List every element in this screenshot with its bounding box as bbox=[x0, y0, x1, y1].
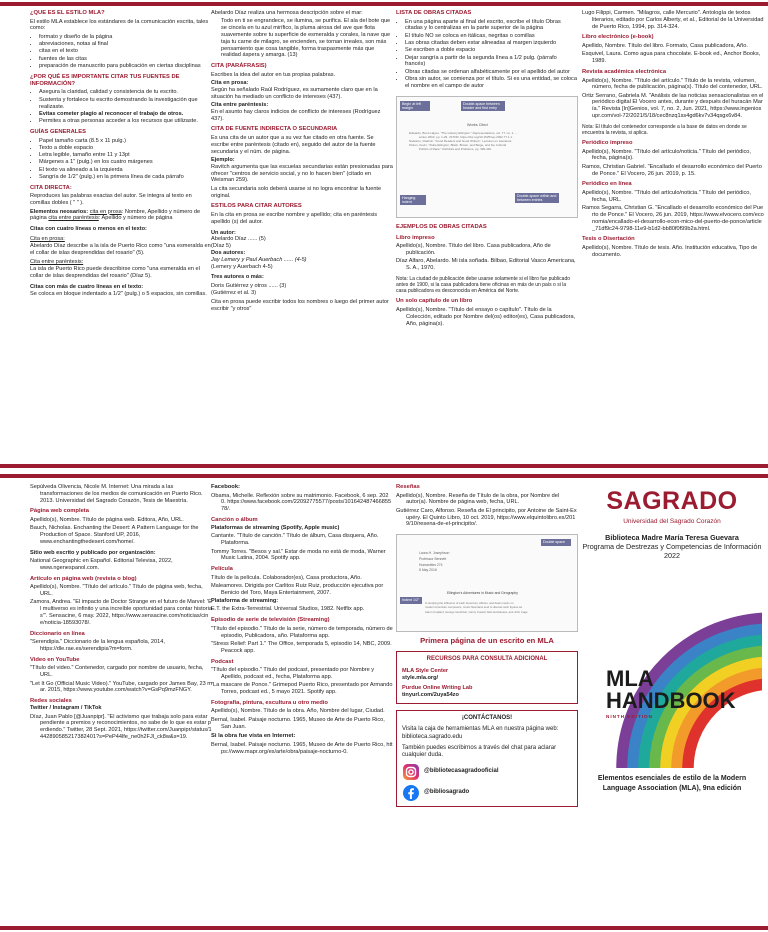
heading-cita-directa: CITA DIRECTA: bbox=[30, 184, 72, 191]
citation-entry: Maleamores. Dirigida por Carlitos Ruiz Ruiz, producción ejecutiva por Benicio del Toro, Maya Entertainment, 2007. bbox=[211, 583, 384, 596]
elementos-necesarios: Elementos neosarios: cita en prosa: Nombre, Apellido y número de página cita entre paréntesis: Apellido y número de página bbox=[30, 208, 201, 222]
figure-callout: Double-space between header and first entry bbox=[461, 101, 505, 112]
heading-ejemplos: EJEMPLOS DE OBRAS CITADAS bbox=[396, 223, 487, 230]
block-intro: Abelardo Díaz realiza una hermosa descripción sobre el mar: bbox=[211, 10, 363, 16]
figure-callout: Indent 1/2" bbox=[400, 597, 422, 603]
figure-line: Politics of Race." Rethinks and Problems, pp. 399-432. bbox=[419, 146, 492, 151]
citation-entry: "Stress Relief: Part 1." The Office, temporada 5, episodio 14, NBC, 2009. Peacock app. bbox=[211, 640, 392, 654]
program-name: Programa de Destrezas y Competencias de Información bbox=[582, 542, 762, 552]
mla-style-center-link[interactable]: style.mla.org/ bbox=[402, 674, 439, 681]
ejemplo-text: Ravitch argumenta que las escuelas secundarias están presionadas para ofrecer "centros de servicio social, y no lo hacen bien" (citado en Weisman 259). bbox=[211, 163, 393, 184]
edition-label: NINTH EDITION bbox=[606, 713, 653, 719]
citation-entry: "La mascare de Ponce." Grimepod Puerto Rico, presentado por Armando Torres, podcast ed., 5 mayo 2021. Spotify app. bbox=[211, 682, 393, 696]
list-item: • Permites a otras personas acceder a los recursos que utilizaste. bbox=[39, 118, 212, 125]
un-autor-2: (Díaz 5) bbox=[211, 243, 231, 250]
instagram-handle: @bibliotecasagradooficial bbox=[424, 767, 499, 774]
citation-entry: Bernal, Isabel. Paisaje nocturno. 1965, Museo de Arte de Puerto Rico, https://www.mapr.org/es/arte/obra/paisaje-nocturno-0. bbox=[211, 741, 393, 755]
tres-autores-label: Tres autores o más: bbox=[211, 274, 264, 281]
panel-multimedia bbox=[211, 484, 393, 922]
contact-heading: ¡CONTÁCTANOS! bbox=[461, 714, 513, 721]
list-item: • Dejar sangría a partir de la segunda línea a 1/2 pulg. (párrafo francés) bbox=[405, 55, 578, 69]
citation-entry: Tommy Torres. "Besos y sal." Estar de moda no está de moda, Warner Music Latina, 2004. Spotify app. bbox=[211, 548, 386, 562]
instagram-icon bbox=[402, 763, 420, 781]
contact-web-text: Visita la caja de herramientas MLA en nuestra página web: biblioteca.sagrado.edu bbox=[402, 726, 559, 740]
cita-prosa-label: Cita en prosa: bbox=[30, 236, 65, 242]
purdue-owl-label: Purdue Online Writing Lab bbox=[402, 685, 473, 692]
lista-obras-list bbox=[396, 19, 578, 90]
parafrasis-prosa-text: Según ha señalado Raúl Rodríguez, es sumamente claro que en la situación ha mediado un conflicto de intereses (437). bbox=[211, 86, 378, 100]
figure-header-lines bbox=[419, 551, 449, 574]
citation-entry: Apellido(s), Nombre. Título de tesis. Año. Institución educativa, Tipo de documento. bbox=[582, 244, 758, 258]
figure-line: Professor Bennett bbox=[419, 556, 447, 561]
parafrasis-entre-text: En el asunto hay claros indicios de conflicto de intereses (Rodríguez 437). bbox=[211, 108, 381, 122]
citation-entry: Zamora, Andrea. "El impacto de Doctor Strange en el futuro de Marvel: 'El multiverso es infinito y una increíble oportunidad para contar historias'". Sensacine, 6 may. 2022, https://www.sensacine.com/noticias/cine/noticia-18593078/. bbox=[30, 599, 212, 626]
figure-line: Aaron Copland, George Gershwin, Henry Cowell, Alan Hovhaness, and John Cage bbox=[425, 609, 528, 614]
figure-line: In studying the influence of Latin American, African, and Asian music on bbox=[425, 601, 514, 606]
citation-entry: Obama, Michelle. Reflexión sobre su matrimonio. Facebook, 6 sep. 2020. https://www.facebook.com/22092775577/posts/10164248746685578/. bbox=[211, 492, 392, 513]
middle-band-1 bbox=[0, 464, 768, 468]
sagrado-subtitle: Universidad del Sagrado Corazón bbox=[623, 517, 721, 525]
citation-entry: Apellido(s), Nombre. "Título del ensayo o capítulo". Título de la Colección, editado por Nombre del(os) editor(es), Casa publicadora, Año, página(s). bbox=[396, 306, 576, 327]
list-item: • Se escriben a doble espacio bbox=[405, 47, 578, 54]
dos-autores-label: Dos autores: bbox=[211, 249, 246, 256]
citation-entry: Apellido(s), Nombre. Título del libro. Casa publicadora, Año de publicación. bbox=[396, 243, 551, 257]
parafrasis-prosa-label: Cita en prosa: bbox=[211, 80, 249, 87]
list-item: • Márgenes a 1" (pulg.) en los cuatro márgenes bbox=[39, 159, 212, 166]
figure-line: Edwards, Brent Hayes. "The Literary Ellington." Representations, vol. 77, no. 1, ... bbox=[409, 130, 518, 135]
figure-caption: Primera página de un escrito en MLA bbox=[420, 636, 554, 646]
instagram-row[interactable] bbox=[402, 763, 572, 781]
contact-box bbox=[396, 710, 578, 807]
organization-block bbox=[582, 533, 762, 560]
list-item: • Obras citadas se ordenan alfabéticamente por el apellido del autor bbox=[405, 69, 578, 76]
que-es-text: El estilo MLA establece los estándares de la comunicación escrita, tales como: bbox=[30, 18, 209, 32]
contact-chat-text: También puedes escribirnos a través del chat para aclarar cualquier duda. bbox=[402, 744, 557, 759]
heading-sitio-web: Sitio web escrito y publicado por organización: bbox=[30, 549, 156, 556]
list-item: • Sangría de 1/2" (pulg.) en la primera línea de cada párrafo bbox=[39, 174, 212, 181]
cuatro-lineas-heading: Citas con cuatro líneas o menos en el texto: bbox=[30, 226, 147, 233]
heading-serie-tv: Episodio de serie de televisión (Streaming) bbox=[211, 617, 330, 624]
panel-cover bbox=[582, 480, 762, 922]
list-item: • Las obras citadas deben estar alineadas al margen izquierdo bbox=[405, 40, 578, 47]
fuente-indirecta-text: Es una cita de un autor que a su vez fue citado en otra fuente. Se escribe entre paréntesis (citado en), seguido del autor de la fuente secundaria y el núm. de página. bbox=[211, 135, 376, 155]
citation-entry: Apellido(s), Nombre. "Título del artículo." Título de página web, fecha, URL. bbox=[30, 584, 203, 598]
citation-entry: E.T. the Extra-Terrestrial. Universal Studios, 1982. Netflix app. bbox=[211, 606, 365, 613]
panel-recursos bbox=[396, 484, 578, 922]
cover-description: Elementos esenciales de estilo de la Modern Language Association (MLA), 9na edición bbox=[597, 775, 747, 792]
heading-tesis: Tesis o Disertación bbox=[582, 236, 635, 243]
redes-subheading: Twitter / Instagram / TikTok bbox=[30, 705, 102, 712]
citation-entry: "Let It Go (Official Music Video)." YouTube, cargado por James Bay, 23 mar. 2015, https://www.youtube.com/watch?v=GsPq9mzFNGY. bbox=[30, 680, 212, 694]
heading-lista-obras: LISTA DE OBRAS CITADAS bbox=[396, 10, 472, 16]
citation-entry: Bauch, Nicholas. Enchanting the Desert: A Pattern Language for the Production of Space. Stanford UP, 2016, www.enchantingthedesert.com/home/. bbox=[30, 525, 199, 545]
citation-entry: "Título del episodio." Título de la serie, número de temporada, número de episodio, Publicadora, año. Plataforma app. bbox=[211, 625, 393, 639]
citation-entry: Apellido(s), Nombre. "Título del artículo." Título de la revista, volumen, número, fecha de publicación, página(s). Título del contenedor, URL. bbox=[582, 77, 763, 91]
purdue-owl-link[interactable]: tinyurl.com/2uya54zo bbox=[402, 692, 459, 699]
library-name: Biblioteca Madre María Teresa Guevara bbox=[605, 533, 739, 543]
citation-entry: Lugo Filippi, Carmen. "Milagros, calle Mercurio". Antología de textos literarios, editado por Carlos Alberty, et al., Editorial de la Universidad de Puerto Rico, 1994, pp. 314-324. bbox=[582, 10, 764, 30]
panel-mla-intro bbox=[30, 10, 212, 460]
panel-citas bbox=[211, 10, 393, 460]
block-quote: Todo en ti se engrandece, se ilumina, se purifica. El ala del bote que se cincela en tu azul mirífico, la pluma airosa del ave que flota suavemente sobre tu superficie de esmeralda y corales, la nave que taja tu carne de milagro, se encienden, se tornan irreales, son más pensamiento que cosa tangible, forma traspasmente más que realidad áspera y amarga. (13) bbox=[221, 18, 391, 59]
list-item: • preparación de manuscrito para publicación en ciertas disciplinas bbox=[39, 63, 212, 70]
ejemplo-label: Ejemplo: bbox=[211, 156, 235, 163]
ejemplo-note: La cita secundaria solo deberá usarse si no logra encontrar la fuente original. bbox=[211, 185, 382, 199]
figure-body-lines bbox=[425, 601, 571, 614]
mas-lineas-heading: Citas con más de cuatro líneas en el texto: bbox=[30, 283, 144, 290]
heading-redes: Redes sociales bbox=[30, 698, 72, 705]
figure-line: 8 May 2016 bbox=[419, 568, 437, 573]
heading-podcast: Podcast bbox=[211, 658, 234, 665]
heading-por-que: ¿POR QUÉ ES IMPORTANTE CITAR TUS FUENTES DE INFORMACIÓN? bbox=[30, 73, 180, 87]
heading-capitulo: Un solo capítulo de un libro bbox=[396, 298, 473, 305]
dos-autores-2: (Lemery y Auerbach 4-5) bbox=[211, 263, 273, 270]
figure-line: Humanities 274 bbox=[419, 562, 443, 567]
heading-parafrasis: CITA (PARÁFRASIS) bbox=[211, 63, 267, 70]
handbook-label: HANDBOOK bbox=[606, 687, 736, 713]
figure-line: modern American composers, music historians tend to discuss such figures as bbox=[425, 605, 523, 610]
list-item: • En una página aparte al final del escrito, escribe el título Obras citadas y lo centralizas en la parte superior de la página bbox=[405, 19, 578, 33]
figure-title-line: Ellington's Adventures in Music and Geography bbox=[447, 591, 518, 596]
citation-entry: Ortiz Serrano, Gabriela M. "Análisis de las noticias sensacionalistas en el periódico digital El Vocero antes, durante y después del huracán María." Revista [In]Genios, vol. 7, no. 2, Jun. 2021, https://www.ingeniosupr.com/vol-72/2021/5/18/cec8nzq1ss4gd6kv7v34qsgx6v84. bbox=[582, 92, 764, 120]
cita-prosa-example: Abelardo Díaz describe a la isla de Puerto Rico como "una esmeralda en el collar de islas desprendidas del rosario" (5). bbox=[30, 242, 211, 256]
citation-entry: Gutiérrez Caro, Alfonso. Reseña de El principito, por Antoine de Saint-Exupéry. El Quinto Libro, 10 oct. 2019, https://www.elquintolibro.es/2019/10/resena-de-el-principito/. bbox=[396, 507, 577, 528]
panel-web bbox=[30, 484, 212, 922]
list-item: • fuentes de las citas bbox=[39, 56, 212, 63]
heading-que-es: ¿QUÉ ES EL ESTILO MLA? bbox=[30, 10, 105, 16]
sagrado-logo: SAGRADO bbox=[606, 487, 738, 515]
un-autor-label: Un autor: bbox=[211, 229, 236, 236]
cita-directa-text: Reproduces las palabras exactas del autor. Se integra al texto en comillas dobles ( " " ). bbox=[30, 193, 192, 207]
heading-pelicula: Película bbox=[211, 566, 233, 573]
year: 2022 bbox=[664, 551, 680, 561]
heading-fotografia: Fotografía, pintura, escultura u otro medio bbox=[211, 699, 328, 706]
heading-libro-impreso: Libro impreso bbox=[396, 234, 435, 241]
list-item: • Papel tamaño carta (8.5 x 11 pulg.) bbox=[39, 138, 212, 145]
facebook-icon bbox=[402, 784, 420, 802]
heading-facebook: Facebook: bbox=[211, 484, 240, 490]
list-item: • citas en el texto bbox=[39, 48, 212, 55]
top-band bbox=[0, 2, 768, 6]
list-item: • Sustenta y fortalece tu escrito demostrando la investigación que realizaste. bbox=[39, 97, 212, 111]
citation-entry: Esquivel, Laura. Como agua para chocolate. E-book ed., Anchor Books, 1989. bbox=[582, 51, 761, 65]
cita-parentesis-example: La isla de Puerto Rico puede describirse como "una esmeralda en el collar de islas desprendidas del rosario" (Díaz 5). bbox=[30, 266, 200, 280]
figure-line: winter 2002, pp. 1-29. JSTOR, https://doi.org/10.1525/rep.2002.77.1.1. bbox=[419, 134, 513, 139]
por-que-list bbox=[30, 89, 212, 125]
citation-entry: Apellido, Nombre. Título del libro. Formato, Casa publicadora, Año. bbox=[582, 43, 748, 49]
list-item: • El título NO se coloca en itálicas, negritas o comillas bbox=[405, 33, 578, 40]
facebook-row[interactable] bbox=[402, 784, 572, 802]
facebook-handle: @bibliosagrado bbox=[424, 788, 470, 795]
heading-diccionario: Diccionario en línea bbox=[30, 630, 85, 637]
dos-autores-1: Jay Lemery y Paul Auerbach ...... (4-5) bbox=[211, 256, 307, 263]
figure-line: Works Cited bbox=[467, 122, 488, 127]
citation-entry: "Título del episodio." Título del podcast, presentado por Nombre y Apellido, podcast ed., fecha, Plataforma app. bbox=[211, 667, 375, 680]
mas-lineas-text: Se coloca en bloque indentado a 1/2" (pulg.) o 5 espacios, sin comillas. bbox=[30, 290, 207, 297]
mla-label: MLA bbox=[606, 666, 654, 692]
first-page-example-figure bbox=[396, 534, 578, 632]
heading-fuente-indirecta: CITA DE FUENTE INDIRECTA O SECUNDARIA bbox=[211, 126, 338, 133]
figure-line: Laura H. Josephson bbox=[419, 551, 450, 556]
heading-resenas: Reseñas bbox=[396, 484, 420, 490]
heading-cancion: Canción o álbum bbox=[211, 517, 258, 523]
list-item: • Evitas cometer plagio al reconocer el trabajo de otros. bbox=[39, 111, 212, 118]
citation-entry: Díaz Alfaro, Abelardo. Mi isla soñada. Bilbao, Editorial Vasco Americana, S. A., 1970. bbox=[396, 258, 576, 272]
figure-callout: Begin at left margin bbox=[400, 101, 430, 112]
figure-callout: Double space bbox=[541, 539, 571, 545]
citation-entry: Ramos Segarra, Christian G. "Encallado el desarrollo económico del Puerto de Ponce." El Vocero, 26 jun. 2019, https://www.elvocero.com/economia/encallado-el-desarrollo-econ-mico-del-puerto-de-ponce/article_71df9c24-9798-11e9-b1d2-bb80f0f99b2a.html. bbox=[582, 205, 764, 232]
heading-revista: Revista académica electrónica bbox=[582, 68, 667, 75]
pelicula-subheading: Plataforma de streaming: bbox=[211, 598, 279, 605]
citation-entry: Apellido(s), Nombre. Reseña de Título de la obra, por Nombre del autor(a). Nombre de página web, fecha, URL. bbox=[396, 492, 560, 506]
heading-estilos-autores: ESTILOS PARA CITAR AUTORES bbox=[211, 203, 302, 210]
figure-line: Nabokov, Vladimir. "Good Readers and Good Writers", Lectures on Literature bbox=[409, 138, 512, 143]
mla-handbook-title bbox=[606, 668, 736, 719]
heading-periodico-linea: Periódico en línea bbox=[582, 181, 632, 188]
cancion-subheading: Plataformas de streaming (Spotify, Apple music) bbox=[211, 525, 340, 532]
citation-entry: "Título del video." Contenedor, cargado por nombre de usuario, fecha, URL. bbox=[30, 665, 204, 679]
citation-entry: Ramos, Christian Gabriel. "Encallado el desarrollo económico del Puerto de Ponce." El Vocero, 26 jun. 2019, p. 15. bbox=[582, 163, 762, 177]
citation-entry: "Serendipia." Diccionario de la lengua española, 2014, https://dle.rae.es/serendipia?m=form. bbox=[30, 639, 165, 652]
parafrasis-text: Escribes la idea del autor en tus propias palabras. bbox=[211, 71, 336, 78]
parafrasis-entre-label: Cita entre paréntesis: bbox=[211, 102, 269, 108]
un-autor-1: Abelardo Díaz ...... (5) bbox=[211, 236, 266, 243]
works-cited-example-figure bbox=[396, 96, 578, 218]
list-item: • abreviaciones, notas al final bbox=[39, 41, 212, 48]
list-item: • Texto a doble espacio bbox=[39, 145, 212, 152]
heading-periodico-impreso: Periódico impreso bbox=[582, 140, 633, 147]
figure-entries bbox=[409, 131, 571, 151]
citation-entry: Cantante. "Título de canción." Título de álbum, Casa disquera, Año. Plataforma. bbox=[211, 533, 379, 547]
figure-line: Petton, Kevin. "Duke Ellington, Black, Brown, and Beige, and the Cultural bbox=[409, 142, 507, 147]
heading-youtube: Video en YouTube bbox=[30, 656, 80, 663]
citation-entry: Díaz, Juan Pablo [@Juanpipr]. "El activismo que trabaja solo para estar pendiente a premios y reconocimientos, no sabe de lo que es estar perdiendo." Twitter, 28 Sept. 2021, https://twitter.com/Juanpipr/status/1442890585217382401?s=PeP44lfe_ne0h2FJl_ck8w&s=19. bbox=[30, 713, 212, 740]
cita-parentesis-label: Cita entre paréntesis: bbox=[30, 259, 84, 266]
citation-entry: Título de la película. Colaborador(es), Casa productora, Año. bbox=[211, 574, 362, 581]
citation-entry: Apellido(s), Nombre. "Título del artículo/noticia." Título del periódico, fecha, URL. bbox=[582, 189, 751, 203]
citation-entry: Bernal, Isabel. Paisaje nocturno. 1965, Museo de Arte de Puerto Rico, San Juan. bbox=[211, 716, 385, 730]
middle-band-2 bbox=[0, 474, 768, 478]
panel-obras-citadas bbox=[396, 10, 578, 460]
heading-internet: Si la obra fue vista en Internet: bbox=[211, 733, 296, 740]
heading-pagina-web: Página web completa bbox=[30, 508, 89, 515]
que-es-list bbox=[30, 34, 212, 70]
tres-autores-2: (Gutiérrez et al. 3) bbox=[211, 289, 257, 296]
list-item: • formato y diseño de la página bbox=[39, 34, 212, 41]
citation-entry: Sepúlveda Olivencia, Nicole M. Internet: Una mirada a las transformaciones de los medios de comunicación en Puerto Rico. 2013. Universidad del Sagrado Corazón, Tesis de Maestría. bbox=[30, 484, 203, 504]
list-item: • Obra sin autor, se comienza por el título. Si es una entidad, se coloca el nombre en el campo de autor bbox=[405, 76, 578, 90]
list-item: • Asegura la claridad, calidad y consistencia de tu escrito. bbox=[39, 89, 212, 96]
citation-entry: National Geographic en Español. Editorial Televisa, 2022, www.ngenespanol.com. bbox=[30, 558, 173, 571]
nota-contenedor: Nota: El título del contenedor corresponde a la base de datos en donde se encuentra la revista, si aplica. bbox=[582, 123, 747, 136]
list-item: • Letra legible, tamaño entre 11 y 13pt bbox=[39, 152, 212, 159]
guias-list bbox=[30, 138, 212, 181]
citation-entry: Apellido(s), Nombre. Título de página web. Editora, Año, URL. bbox=[30, 517, 184, 523]
heading-guias: GUÍAS GENERALES bbox=[30, 128, 87, 135]
list-item: • El texto va alineado a la izquierda bbox=[39, 167, 212, 174]
cover-art bbox=[582, 568, 762, 768]
resources-box bbox=[396, 651, 578, 704]
nota-ciudad: Nota: La ciudad de publicación debe usarse solamente si el libro fue publicado antes de 1900, si la casa publicadora tiene oficinas en más de un país o si la casa publicadora es desconocida en América del Norte. bbox=[396, 276, 571, 295]
resources-heading: RECURSOS PARA CONSULTA ADICIONAL bbox=[426, 656, 548, 663]
tres-autores-1: Doris Gutiérrez y otros ...... (3) bbox=[211, 282, 287, 289]
heading-articulo-web: Artículo en página web (revista o blog) bbox=[30, 575, 137, 582]
figure-callout: Hanging indent bbox=[400, 195, 426, 206]
figure-callout: Double-space within and between entries bbox=[515, 193, 559, 204]
bottom-band bbox=[0, 926, 768, 930]
mla-style-center-label: MLA Style Center bbox=[402, 667, 449, 674]
tres-autores-text: Cita en prosa puede escribir todos los nombres o luego del primer autor escribir "y otros" bbox=[211, 299, 389, 313]
panel-electronicos bbox=[582, 10, 764, 460]
heading-ebook: Libro electrónico (e-book) bbox=[582, 34, 654, 41]
citation-entry: Apellido(s), Nombre. "Título del artículo/noticia." Título del periódico, fecha, página(s). bbox=[582, 148, 751, 162]
estilos-text: En la cita en prosa se escribe nombre y apellido; cita en paréntesis apellido (s) del autor. bbox=[211, 211, 378, 225]
citation-entry: Apellido(s), Nombre. Título de la obra. Año, Nombre del lugar, Ciudad. bbox=[211, 708, 385, 715]
